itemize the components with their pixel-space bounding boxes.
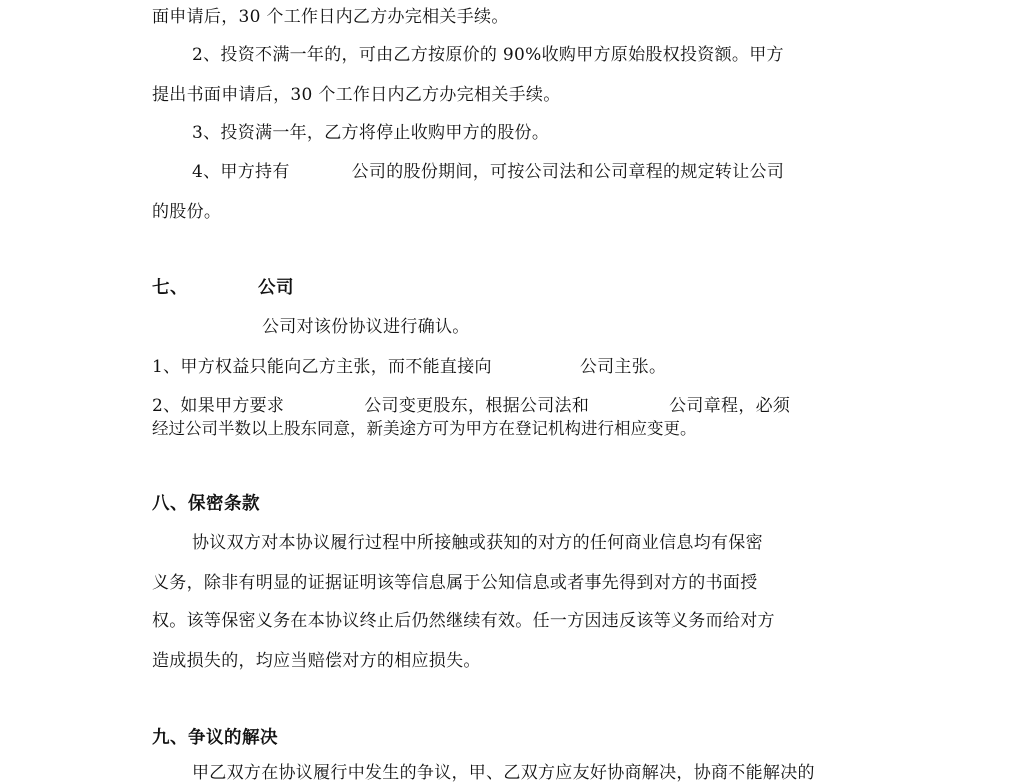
paragraph-line: 权。该等保密义务在本协议终止后仍然继续有效。任一方因违反该等义务而给对方 [152,611,775,631]
paragraph-line: 面申请后，30 个工作日内乙方办完相关手续。 [152,7,509,27]
section-7-heading [152,277,294,299]
paragraph-line: 经过公司半数以上股东同意，新美途方可为甲方在登记机构进行相应变更。 [152,419,697,438]
clause-4-text-a: 4、甲方持有 [192,162,290,182]
paragraph-line: 提出书面申请后，30 个工作日内乙方办完相关手续。 [152,85,561,105]
item-1-text-b: 公司主张。 [579,357,667,377]
clause-3-line: 3、投资满一年，乙方将停止收购甲方的股份。 [192,123,550,143]
item-1-text-a: 1、甲方权益只能向乙方主张，而不能直接向 [152,357,492,377]
clause-2-line: 2、投资不满一年的，可由乙方按原价的 90%收购甲方原始股权投资额。甲方 [192,45,784,65]
paragraph-line: 公司对该份协议进行确认。 [262,317,470,337]
paragraph-line: 协议双方对本协议履行过程中所接触或获知的对方的任何商业信息均有保密 [192,533,763,553]
section-7-item-1 [152,356,666,378]
paragraph-line: 甲乙双方在协议履行中发生的争议，甲、乙双方应友好协商解决，协商不能解决的 [192,763,815,783]
item-2-text-a: 2、如果甲方要求 [152,396,285,416]
paragraph-line: 的股份。 [152,202,222,222]
item-2-text-b: 公司变更股东，根据公司法和 [364,396,590,416]
section-7-title: 公司 [258,278,294,298]
paragraph-line: 义务，除非有明显的证据证明该等信息属于公知信息或者事先得到对方的书面授 [152,573,758,593]
section-8-heading: 八、保密条款 [152,494,260,514]
section-9-heading: 九、争议的解决 [152,728,278,748]
section-7-number: 七、 [152,278,188,298]
paragraph-line: 造成损失的，均应当赔偿对方的相应损失。 [152,651,481,671]
section-7-item-2 [152,395,790,417]
item-2-text-c: 公司章程，必须 [669,396,791,416]
clause-4-text-b: 公司的股份期间，可按公司法和公司章程的规定转让公司 [351,162,785,182]
clause-4-line [192,161,784,183]
